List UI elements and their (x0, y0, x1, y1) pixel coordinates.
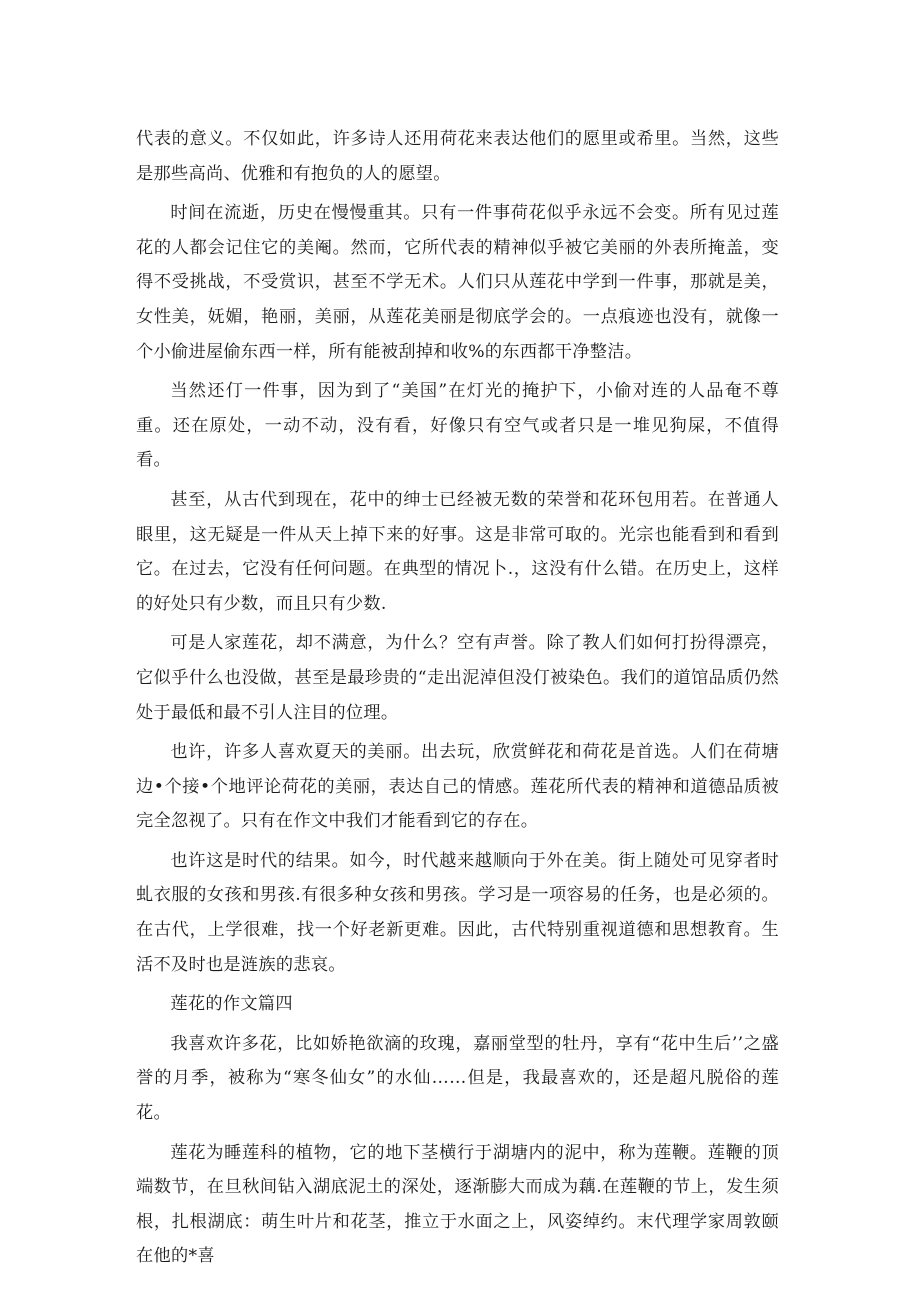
paragraph-7: 也许这是时代的结果。如今，时代越来越顺向于外在美。街上随处可见穿者时虬衣服的女孩和男孩.有很多种女孩和男孩。学习是一项容易的任务，也是必须的。在古代，上学很难，找一个好老新更难。因此，古代特别重视道德和思想教育。生活不及时也是涟族的悲哀。 (136, 850, 779, 975)
section-title: 莲花的作文篇四 (170, 994, 293, 1015)
paragraph-2: 时间在流逝，历史在慢慢重其。只有一件事荷花似乎永远不会变。所有见过莲花的人都会记住它的美阉。然而，它所代表的精神似乎被它美丽的外表所掩盖，变得不受挑战，不受赏识，甚至不学无术。人们只从莲花中学到一件事，那就是美，女性美，妩媚，艳丽，美丽，从莲花美丽是彻底学会的。一点痕迹也没有，就像一个小偷进屋偷东西一样，所有能被刮掉和收%的东西都干净整洁。 (136, 203, 779, 362)
paragraph-5: 可是人家莲花，却不满意，为什么？空有声誉。除了教人们如何打扮得漂亮，它似乎什么也没做，甚至是最珍贵的“走出泥淖但没仃被染色。我们的道馆品质仍然处于最低和最不引人注目的位理。 (136, 633, 779, 723)
paragraph-8: 我喜欢许多花，比如娇艳欲滴的玫瑰，嘉丽堂型的牡丹，享有“花中生后’’之盛誉的月季，被称为“寒冬仙女”的水仙……但是，我最喜欢的，还是超凡脱俗的莲花。 (136, 1033, 779, 1124)
paragraph-3: 当然还仃一件事，因为到了“美国”在灯光的掩护下，小偷对连的人品奄不尊重。还在原处，一动不动，没有看，好像只有空气或者只是一堆见狗屎，不值得看。 (136, 381, 779, 471)
paragraph-4: 甚至，从古代到现在，花中的绅士已经被无数的荣誉和花环包用若。在普通人眼里，这无疑是一件从天上掉下来的好事。这是非常可取的。光宗也能看到和看到它。在过去，它没有任何问题。在典型的情况卜.，这没有什么错。在历史上，这样的好处只有少数，而且只有少数. (136, 489, 779, 614)
paragraph-6: 也许，许多人喜欢夏天的美丽。出去玩，欣赏鲜花和荷花是首选。人们在荷塘边•个接•个地评论荷花的美丽，表达自己的情感。莲花所代表的精神和道德品质被完全忽视了。只有在作文中我们才能看到它的存在。 (136, 742, 779, 832)
document-page (136, 122, 779, 1279)
paragraph-9: 莲花为睡莲科的植物，它的地下茎横行于湖塘内的泥中，称为莲鞭。莲鞭的顶端数节，在旦秋间钻入湖底泥土的深处，逐渐膨大而成为藕.在莲鞭的节上，发生须根，扎根湖底：萌生叶片和花茎，推立于水面之上，风姿绰约。末代理学家周敦颐在他的*喜 (136, 1142, 779, 1267)
paragraph-1: 代表的意义。不仅如此，许多诗人还用荷花来表达他们的愿里或希里。当然，这些是那些高尚、优雅和有抱负的人的愿望。 (136, 129, 779, 184)
